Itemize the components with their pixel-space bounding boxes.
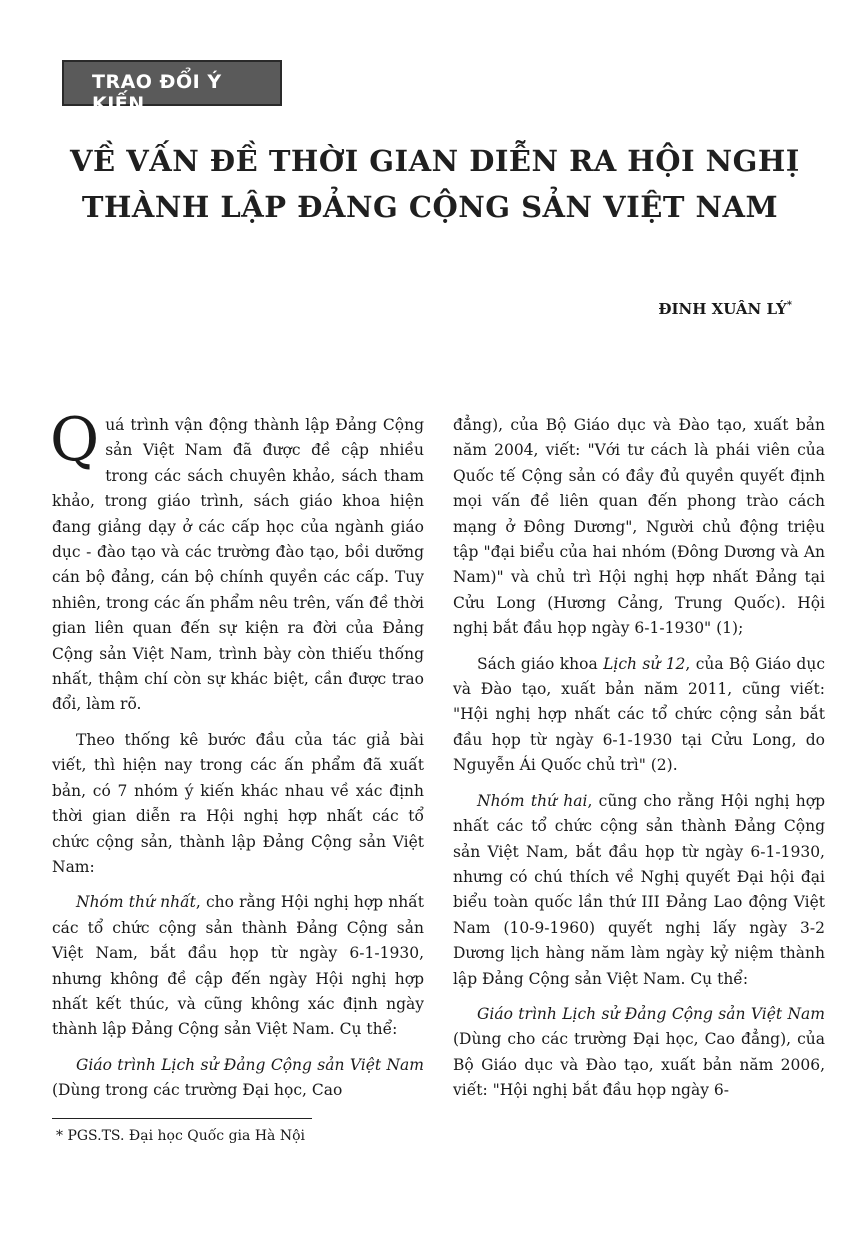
group-two-text: , cũng cho rằng Hội nghị hợp nhất các tổ chức cộng sản thành Đảng Cộng sản Việt Nam, bắt đầu họp từ ngày 6-1-1930, nhưng có chú thích về Nghị quyết Đại hội đại biểu toàn quốc lần thứ III Đảng Lao động Việt Nam (10-9-1960) quyết nghị lấy ngày 3-2 Dương lịch hàng năm làm ngày kỷ niệm thành lập Đảng Cộng sản Việt Nam. Cụ thể:	[453, 791, 825, 988]
title-line-2: THÀNH LẬP ĐẢNG CỘNG SẢN VIỆT NAM	[81, 190, 779, 224]
paragraph-group-one	[52, 890, 424, 1042]
paragraph-textbook-2004	[52, 1053, 424, 1104]
author-footnote-mark: *	[786, 300, 792, 311]
article-title	[70, 138, 800, 230]
textbook-2006-title: Giáo trình Lịch sử Đảng Cộng sản Việt Nam	[477, 1004, 825, 1023]
footnote-divider	[52, 1118, 312, 1119]
footnote: * PGS.TS. Đại học Quốc gia Hà Nội	[56, 1128, 305, 1144]
paragraph-textbook-2006	[453, 1002, 825, 1104]
paragraph-group-two	[453, 789, 825, 992]
paragraph-statistics: Theo thống kê bước đầu của tác giả bài viết, thì hiện nay trong các ấn phẩm đã xuất bản, có 7 nhóm ý kiến khác nhau về xác định thời gian diễn ra Hội nghị hợp nhất các tổ chức cộng sản, thành lập Đảng Cộng sản Việt Nam:	[52, 730, 424, 876]
right-column	[453, 413, 825, 1114]
textbook-2011-title: Lịch sử 12	[603, 654, 686, 673]
textbook-2006-text: (Dùng cho các trường Đại học, Cao đẳng), của Bộ Giáo dục và Đào tạo, xuất bản năm 2006, viết: "Hội nghị bắt đầu họp ngày 6-	[453, 1030, 825, 1100]
paragraph-intro	[50, 405, 424, 718]
group-one-heading: Nhóm thứ nhất	[76, 893, 196, 912]
title-line-1: VỀ VẤN ĐỀ THỜI GIAN DIỄN RA HỘI NGHỊ	[70, 144, 800, 178]
group-two-heading: Nhóm thứ hai	[477, 791, 588, 810]
textbook-2011-text: , của Bộ Giáo dục và Đào tạo, xuất bản năm 2011, cũng viết: "Hội nghị hợp nhất các tổ chức cộng sản bắt đầu họp từ ngày 6-1-1930 tại Cửu Long, do Nguyễn Ái Quốc chủ trì" (2).	[453, 654, 825, 775]
author-name: ĐINH XUÂN LÝ	[658, 300, 787, 318]
textbook-2011-lead: Sách giáo khoa	[477, 654, 604, 673]
left-column	[50, 405, 424, 1114]
textbook-2004-text: (Dùng trong các trường Đại học, Cao	[52, 1081, 343, 1100]
section-tag	[62, 60, 282, 115]
paragraph-textbook-2004-cont: đẳng), của Bộ Giáo dục và Đào tạo, xuất bản năm 2004, viết: "Với tư cách là phái viên của Quốc tế Cộng sản có đầy đủ quyền quyết định mọi vấn đề liên quan đến phong trào cách mạng ở Đông Dương", Người chủ động triệu tập "đại biểu của hai nhóm (Đông Dương và An Nam)" và chủ trì Hội nghị hợp nhất Đảng tại Cửu Long (Hương Cảng, Trung Quốc). Hội nghị bắt đầu họp ngày 6-1-1930" (1);	[453, 416, 825, 638]
textbook-2004-title: Giáo trình Lịch sử Đảng Cộng sản Việt Nam	[76, 1055, 424, 1074]
author-byline	[658, 300, 792, 318]
paragraph-intro-text: uá trình vận động thành lập Đảng Cộng sản Việt Nam đã được đề cập nhiều trong các sách chuyên khảo, sách tham khảo, trong giáo trình, sách giáo khoa hiện đang giảng dạy ở các cấp học của ngành giáo dục - đào tạo và các trường đào tạo, bồi dưỡng cán bộ đảng, cán bộ chính quyền các cấp. Tuy nhiên, trong các ấn phẩm nêu trên, vấn đề thời gian liên quan đến sự kiện ra đời của Đảng Cộng sản Việt Nam, trình bày còn thiếu thống nhất, thậm chí còn sự khác biệt, cần được trao đổi, làm rõ.	[52, 416, 424, 714]
group-one-text: , cho rằng Hội nghị hợp nhất các tổ chức cộng sản thành Đảng Cộng sản Việt Nam, bắt đầu họp từ ngày 6-1-1930, nhưng không đề cập đến ngày Hội nghị hợp nhất kết thúc, và cũng không xác định ngày thành lập Đảng Cộng sản Việt Nam. Cụ thể:	[52, 893, 424, 1039]
paragraph-textbook-2011	[453, 652, 825, 779]
drop-cap: Q	[50, 405, 100, 475]
section-tag-label: TRAO ĐỔI Ý KIẾN	[92, 71, 222, 115]
